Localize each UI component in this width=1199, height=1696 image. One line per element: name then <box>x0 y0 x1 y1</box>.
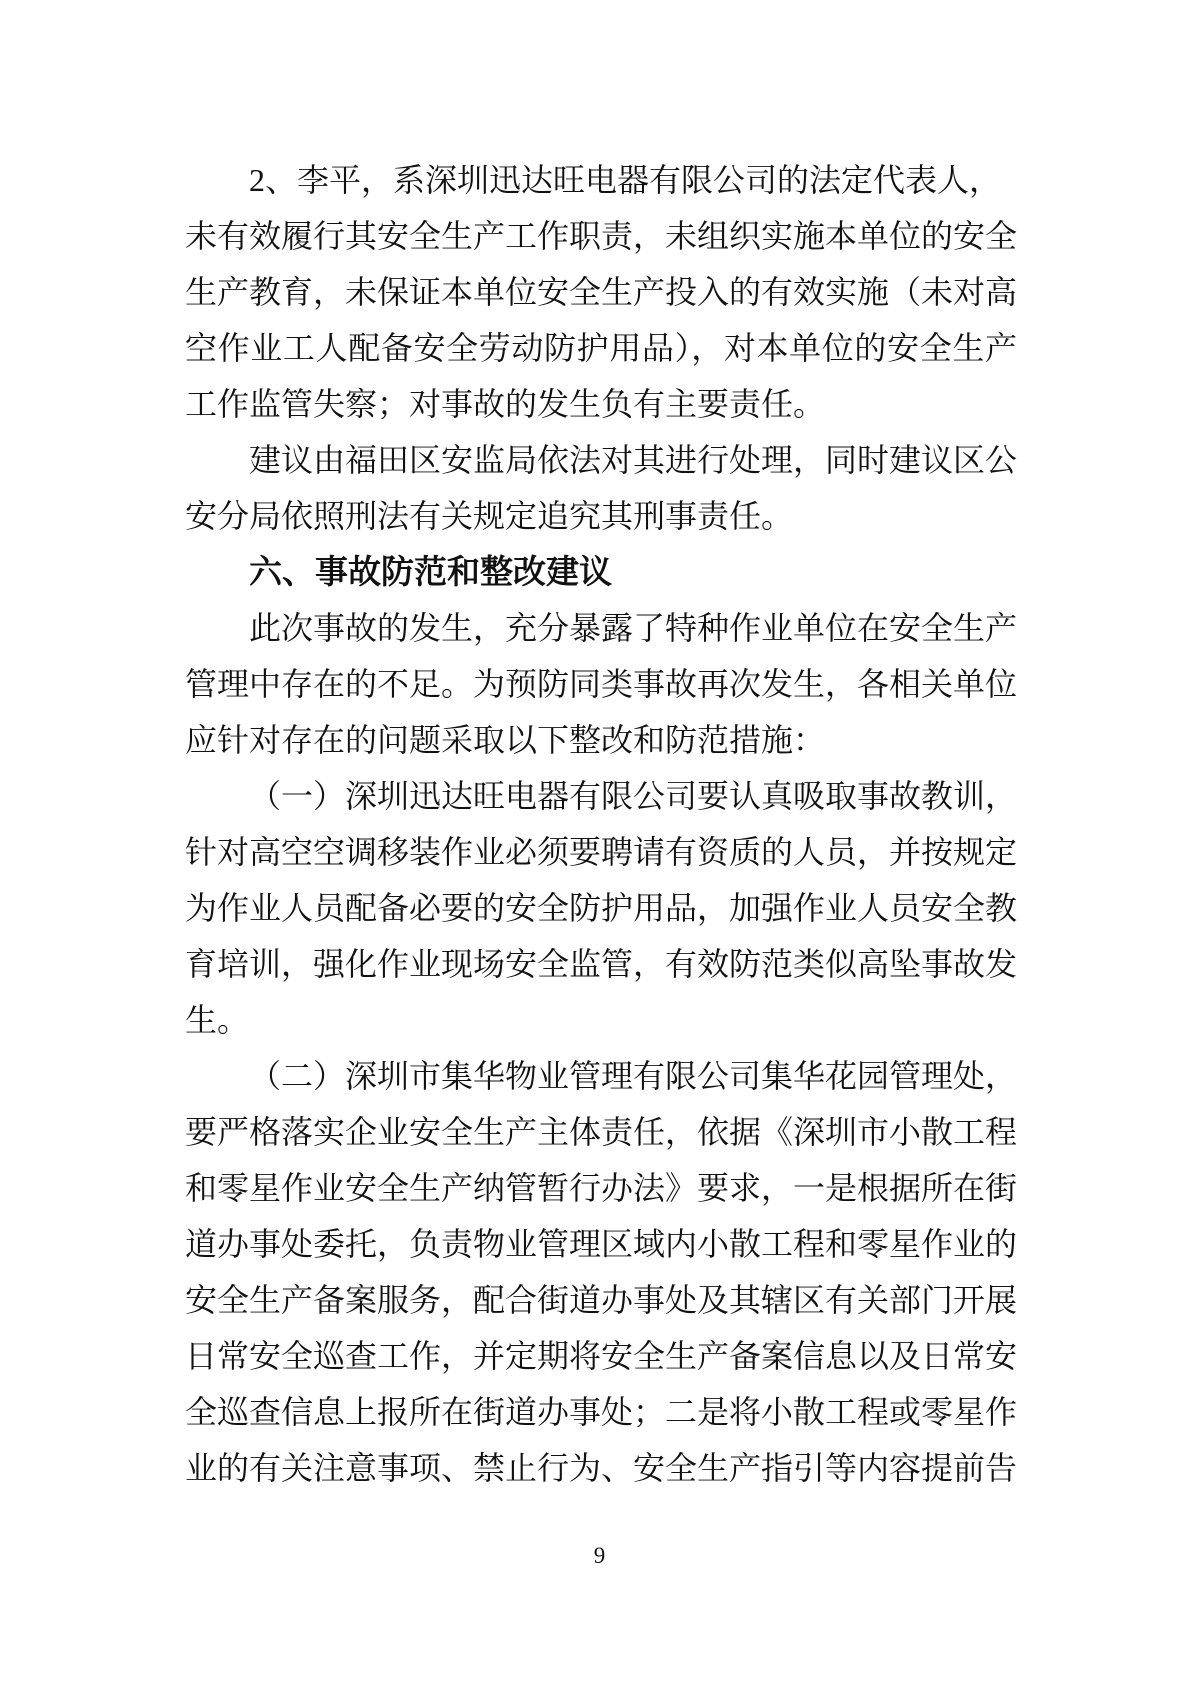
text-line: （二）深圳市集华物业管理有限公司集华花园管理处， <box>249 1058 1018 1094</box>
document-body <box>185 152 1017 1496</box>
text-line: 要严格落实企业安全生产主体责任，依据《深圳市小散工程 <box>185 1114 1018 1150</box>
text-line: 空作业工人配备安全劳动防护用品），对本单位的安全生产 <box>185 330 1017 366</box>
text-line: 管理中存在的不足。为预防同类事故再次发生，各相关单位 <box>185 666 1018 702</box>
text-line: 全巡查信息上报所在街道办事处；二是将小散工程或零星作 <box>185 1394 1018 1430</box>
text-line: 和零星作业安全生产纳管暂行办法》要求，一是根据所在街 <box>185 1170 1018 1206</box>
text-line: 针对高空空调移装作业必须要聘请有资质的人员，并按规定 <box>185 834 1018 870</box>
text-line: 未有效履行其安全生产工作职责，未组织实施本单位的安全 <box>185 218 1018 254</box>
text-line: 安全生产备案服务，配合街道办事处及其辖区有关部门开展 <box>185 1282 1018 1318</box>
text-line: 生产教育，未保证本单位安全生产投入的有效实施（未对高 <box>185 274 1018 310</box>
text-line: 日常安全巡查工作，并定期将安全生产备案信息以及日常安 <box>185 1338 1018 1374</box>
text-line: 应针对存在的问题采取以下整改和防范措施： <box>185 722 826 758</box>
text-line: （一）深圳迅达旺电器有限公司要认真吸取事故教训， <box>249 778 1018 814</box>
text-line: 工作监管失察；对事故的发生负有主要责任。 <box>185 386 826 422</box>
text-line: 道办事处委托，负责物业管理区域内小散工程和零星作业的 <box>185 1226 1018 1262</box>
text-line: 育培训，强化作业现场安全监管，有效防范类似高坠事故发 <box>185 946 1018 982</box>
section-heading: 六、事故防范和整改建议 <box>249 553 612 590</box>
text-line: 安分局依照刑法有关规定追究其刑事责任。 <box>185 498 794 534</box>
text-line: 业的有关注意事项、禁止行为、安全生产指引等内容提前告 <box>185 1450 1018 1486</box>
text-line: 为作业人员配备必要的安全防护用品，加强作业人员安全教 <box>185 890 1018 926</box>
text-line: 生。 <box>185 1002 250 1038</box>
text-line: 2、李平，系深圳迅达旺电器有限公司的法定代表人， <box>249 162 1002 198</box>
text-line: 建议由福田区安监局依法对其进行处理，同时建议区公 <box>249 442 1018 478</box>
page-number: 9 <box>593 1543 606 1568</box>
text-line: 此次事故的发生，充分暴露了特种作业单位在安全生产 <box>249 610 1018 646</box>
